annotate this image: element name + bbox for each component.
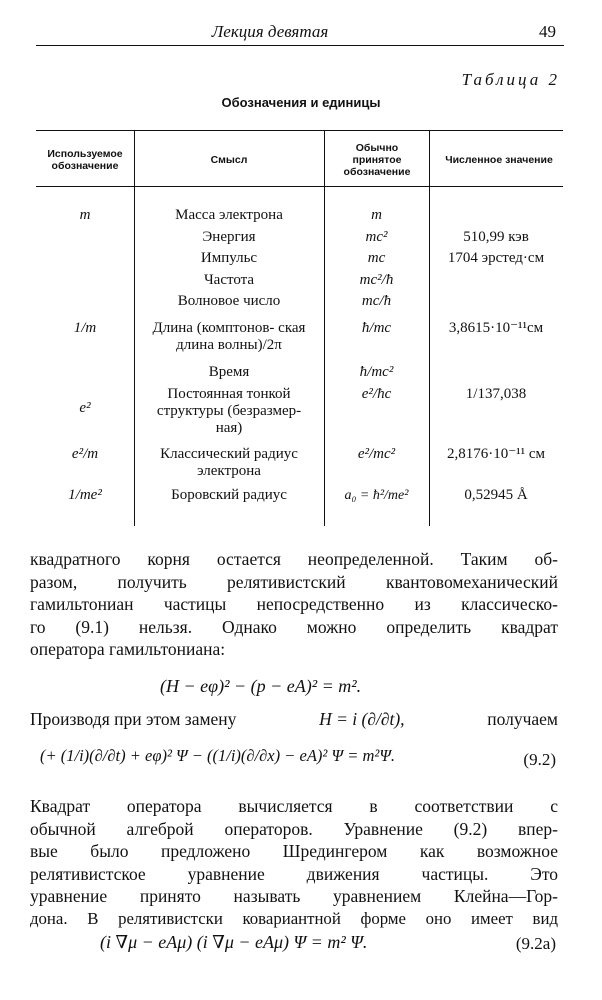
table-cell-meaning: Волновое число [177,293,281,309]
table-cell-symbol: m [79,207,91,223]
equation-9-2: (+ (1/i)(∂/∂t) + eφ)² Ψ − ((1/i)(∂/∂x) − eA)² Ψ = m²Ψ. [40,746,396,765]
table-cell-usual: e²/ħc [361,386,392,402]
text-line: го (9.1) нельзя. Однако можно определить квадрат [30,616,558,637]
paragraph-3 [30,795,558,931]
table-cell-usual: mc² [365,229,388,245]
table-cell-meaning: Масса электрона [175,207,283,223]
table-cell-meaning: Постоянная тонкой структуры (безразмер- ная) [156,386,302,436]
text-line: разом, получить релятивистский квантовомеханический [30,571,558,592]
column-header-value: Численное значение [445,154,553,166]
table-cell-usual: a₀ = ħ²/me² [344,488,409,503]
header-rule [36,45,564,46]
table-cell-meaning: Классический радиус электрона [160,446,298,479]
text-line: уравнение принято называть уравнением Клейна—Гор- [30,886,558,907]
units-table [36,130,563,530]
table-cell-meaning: Импульс [200,250,258,266]
paragraph-1 [30,548,558,661]
table-cell-usual: ħ/mc² [359,364,394,380]
table-header-rule [36,186,563,187]
table-cell-value: 2,8176·10⁻¹¹ см [446,446,546,462]
equation-1: (H − eφ)² − (p − eA)² = m². [160,676,362,696]
text-fragment: получаем [487,709,558,729]
table-cell-value: 1704 эрстед·см [447,250,545,266]
table-cell-symbol: e²/m [71,446,99,462]
column-header-meaning: Смысл [210,154,248,166]
table-cell-usual: mc [367,250,386,266]
table-cell-value: 0,52945 Å [464,487,528,503]
table-cell-meaning: Время [208,364,250,380]
running-header-title: Лекция девятая [211,22,329,41]
table-cell-meaning: Частота [203,272,255,288]
text-line: дона. В релятивистски ковариантной форме оно имеет вид [30,908,558,928]
inline-formula: H = i (∂/∂t), [319,709,405,729]
table-cell-usual: mc/ħ [361,293,392,309]
table-cell-usual: m [371,207,382,223]
table-cell-meaning: Энергия [202,229,256,245]
equation-number: (9.2a) [515,934,556,953]
table-cell-symbol: 1/m [73,320,97,336]
text-fragment: Производя при этом замену [30,709,237,729]
text-line [30,708,558,731]
text-line: оператора гамильтониана: [30,639,226,660]
column-header-symbol: Используемое обозначение [47,148,123,172]
table-cell-usual: e²/mc² [357,446,396,462]
table-cell-value: 1/137,038 [465,386,527,402]
equation-9-2a: (i ∇μ − eAμ) (i ∇μ − eAμ) Ψ = m² Ψ. [100,932,368,952]
table-cell-usual: ħ/mc [361,320,392,336]
page-number: 49 [539,22,556,41]
table-cell-usual: mc²/ħ [359,272,394,288]
text-line: Квадрат оператора вычисляется в соответствии с [30,796,558,816]
text-line: гамильтониан частицы непосредственно из классическо- [30,594,558,615]
table-cell-symbol: 1/me² [68,487,102,503]
table-cell-value: 510,99 кэв [463,229,529,245]
paragraph-2 [30,708,558,731]
column-divider [134,130,135,526]
equation-number: (9.2) [523,750,556,769]
text-line: квадратного корня остается неопределенной. Таким об- [30,549,558,569]
table-cell-symbol: e² [79,400,91,416]
table-cell-value: 3,8615·10⁻¹¹см [448,320,544,336]
table-top-rule [36,130,563,131]
table-cell-meaning: Боровский радиус [171,487,287,503]
text-line: вые было предложено Шредингером как возможное [30,841,558,862]
table-cell-meaning: Длина (комптонов- ская длина волны)/2π [152,320,306,353]
table-title: Обозначения и единицы [221,95,381,110]
column-header-usual: Обычно принятое обозначение [343,142,411,178]
text-line: обычной алгеброй операторов. Уравнение (9.2) впер- [30,818,558,839]
text-line: релятивистское уравнение движения частицы. Это [30,863,558,884]
table-label: Таблица 2 [461,70,560,89]
